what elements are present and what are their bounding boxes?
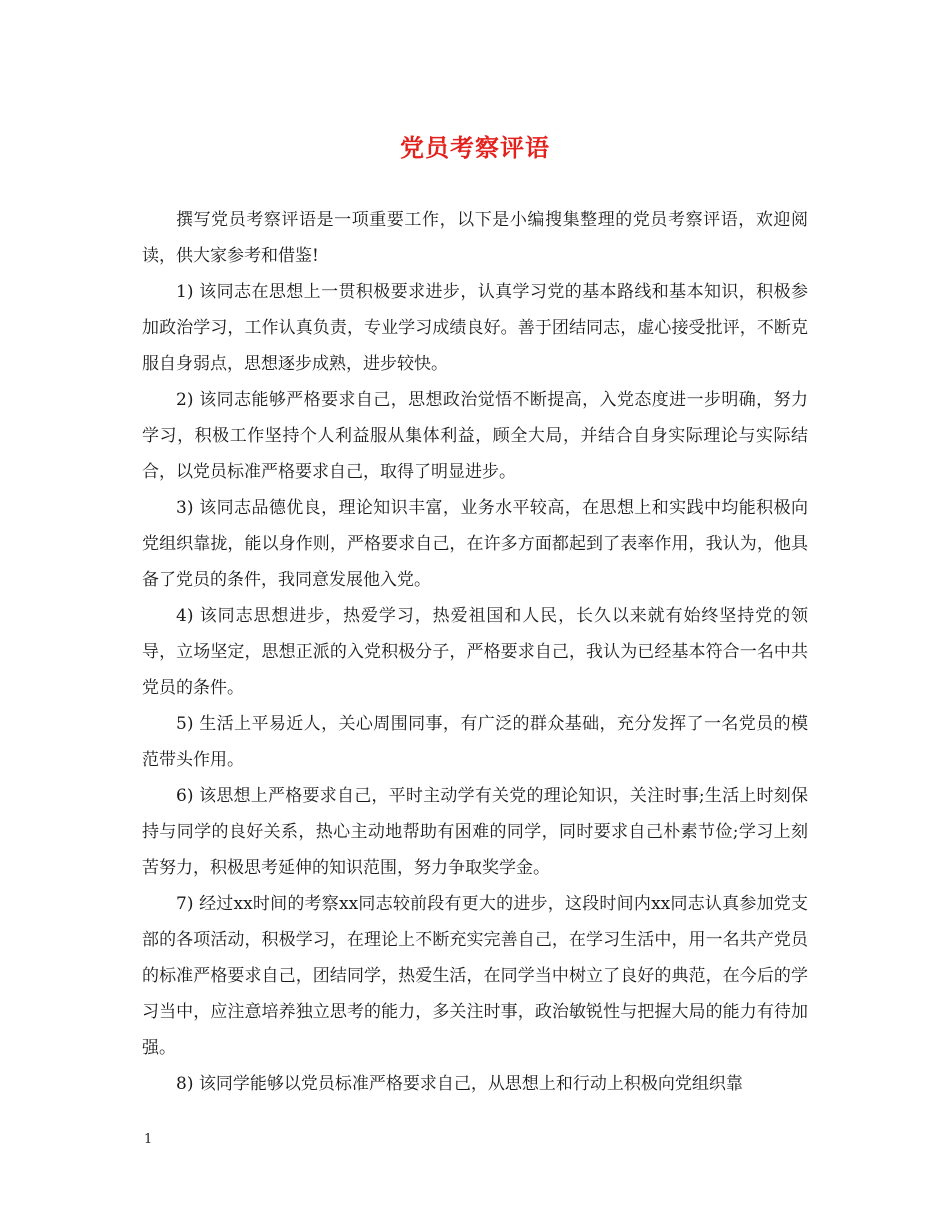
document-title: 党员考察评语 <box>400 133 550 162</box>
paragraph-item-3: 3) 该同志品德优良，理论知识丰富，业务水平较高，在思想上和实践中均能积极向党组织靠拢，能以身作则，严格要求自己，在许多方面都起到了表率作用，我认为，他具备了党员的条件，我同意发展他入党。 <box>142 498 808 590</box>
paragraph-item-1: 1) 该同志在思想上一贯积极要求进步，认真学习党的基本路线和基本知识，积极参加政治学习，工作认真负责，专业学习成绩良好。善于团结同志，虚心接受批评，不断克服自身弱点，思想逐步成熟，进步较快。 <box>142 282 808 374</box>
paragraph-item-2: 2) 该同志能够严格要求自己，思想政治觉悟不断提高，入党态度进一步明确，努力学习，积极工作坚持个人利益服从集体利益，顾全大局，并结合自身实际理论与实际结合，以党员标准严格要求自己，取得了明显进步。 <box>142 390 808 482</box>
paragraph-item-4: 4) 该同志思想进步，热爱学习，热爱祖国和人民，长久以来就有始终坚持党的领导，立场坚定，思想正派的入党积极分子，严格要求自己，我认为已经基本符合一名中共党员的条件。 <box>142 606 808 698</box>
paragraph-intro: 撰写党员考察评语是一项重要工作，以下是小编搜集整理的党员考察评语，欢迎阅读，供大家参考和借鉴! <box>142 210 808 266</box>
document-body <box>142 202 808 1102</box>
paragraph-item-8: 8) 该同学能够以党员标准严格要求自己，从思想上和行动上积极向党组织靠 <box>176 1074 743 1094</box>
paragraph-item-7: 7) 经过xx时间的考察xx同志较前段有更大的进步，这段时间内xx同志认真参加党支部的各项活动，积极学习，在理论上不断充实完善自己，在学习生活中，用一名共产党员的标准严格要求自己，团结同学，热爱生活，在同学当中树立了良好的典范，在今后的学习当中，应注意培养独立思考的能力，多关注时事，政治敏锐性与把握大局的能力有待加强。 <box>142 894 808 1058</box>
page-number: 1 <box>144 1132 153 1147</box>
paragraph-item-6: 6) 该思想上严格要求自己，平时主动学有关党的理论知识，关注时事;生活上时刻保持与同学的良好关系，热心主动地帮助有困难的同学，同时要求自己朴素节俭;学习上刻苦努力，积极思考延伸的知识范围，努力争取奖学金。 <box>142 786 808 878</box>
paragraph-item-5: 5) 生活上平易近人，关心周围同事，有广泛的群众基础，充分发挥了一名党员的模范带头作用。 <box>142 714 808 770</box>
